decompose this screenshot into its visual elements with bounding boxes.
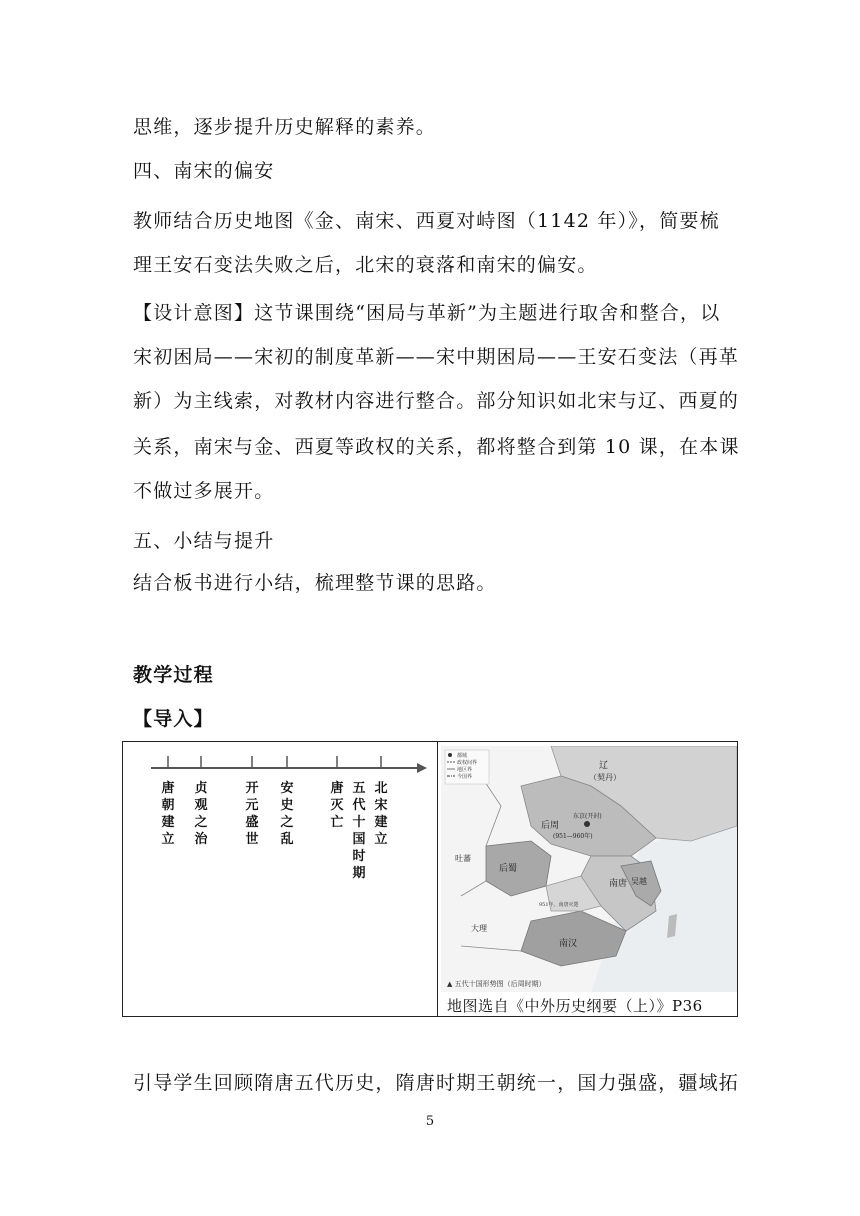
map-label-wu-yue: 吴越 xyxy=(631,877,647,886)
intro-table xyxy=(122,741,738,1017)
map-label-hou-shu: 后蜀 xyxy=(499,864,518,874)
timeline-event: 五代十国时期 xyxy=(352,781,366,881)
map-label-dongjing: 东京(开封) xyxy=(573,813,602,820)
paragraph-line: 引导学生回顾隋唐五代历史，隋唐时期王朝统一，国力强盛，疆域拓 xyxy=(133,1072,740,1094)
paragraph-line: 思维，逐步提升历史解释的素养。 xyxy=(133,116,437,138)
section-heading-5: 五、小结与提升 xyxy=(133,530,275,552)
timeline-event: 开元盛世 xyxy=(245,781,259,847)
section-heading-4: 四、南宋的偏安 xyxy=(133,160,275,182)
map-label-years: (951—960年) xyxy=(553,833,593,840)
map-label-khitan: （契丹） xyxy=(589,773,621,782)
map-legend-item: 政权间界 xyxy=(457,760,478,766)
paragraph-line: 教师结合历史地图《金、南宋、西夏对峙图（1142 年）》，简要梳 xyxy=(133,210,720,232)
paragraph-line: 新）为主线索，对教材内容进行整合。部分知识如北宋与辽、西夏的 xyxy=(133,390,740,412)
map-label-note: 951年，南唐灭楚 xyxy=(539,902,579,908)
map-label-hou-zhou: 后周 xyxy=(541,821,560,831)
paragraph-line: 关系，南宋与金、西夏等政权的关系，都将整合到第 10 课，在本课 xyxy=(133,436,740,458)
map-legend-item: 今国界 xyxy=(457,774,473,780)
paragraph-line: 【设计意图】这节课围绕“困局与革新”为主题进行取舍和整合，以 xyxy=(133,302,721,324)
paragraph-line: 结合板书进行小结，梳理整节课的思路。 xyxy=(133,572,497,594)
timeline-event: 贞观之治 xyxy=(194,781,208,847)
map-label-nan-han: 南汉 xyxy=(559,939,578,949)
map-legend-item: 地区界 xyxy=(457,767,473,773)
section-title: 教学过程 xyxy=(133,664,214,686)
page-number: 5 xyxy=(425,1114,435,1129)
timeline-event: 安史之乱 xyxy=(280,781,294,847)
table-divider xyxy=(437,742,438,1016)
paragraph-line: 理王安石变法失败之后，北宋的衰落和南宋的偏安。 xyxy=(133,254,598,276)
map-label-liao: 辽 xyxy=(599,761,609,771)
map-source-caption: 地图选自《中外历史纲要（上）》P36 xyxy=(447,997,703,1015)
map-label-tubo: 吐蕃 xyxy=(455,854,471,863)
intro-label: 【导入】 xyxy=(133,708,214,730)
five-dynasties-map xyxy=(441,746,737,992)
timeline-event: 北宋建立 xyxy=(374,781,388,847)
timeline-event: 唐灭亡 xyxy=(330,781,344,830)
timeline-event: 唐朝建立 xyxy=(161,781,175,847)
map-legend-item: 都城 xyxy=(457,753,468,759)
paragraph-line: 不做过多展开。 xyxy=(133,480,275,502)
map-label-nan-tang: 南唐 xyxy=(609,879,628,889)
paragraph-line: 宋初困局——宋初的制度革新——宋中期困局——王安石变法（再革 xyxy=(133,346,740,368)
map-label-dali: 大理 xyxy=(471,924,487,933)
map-caption: ▲ 五代十国形势图（后周时期） xyxy=(447,980,546,988)
